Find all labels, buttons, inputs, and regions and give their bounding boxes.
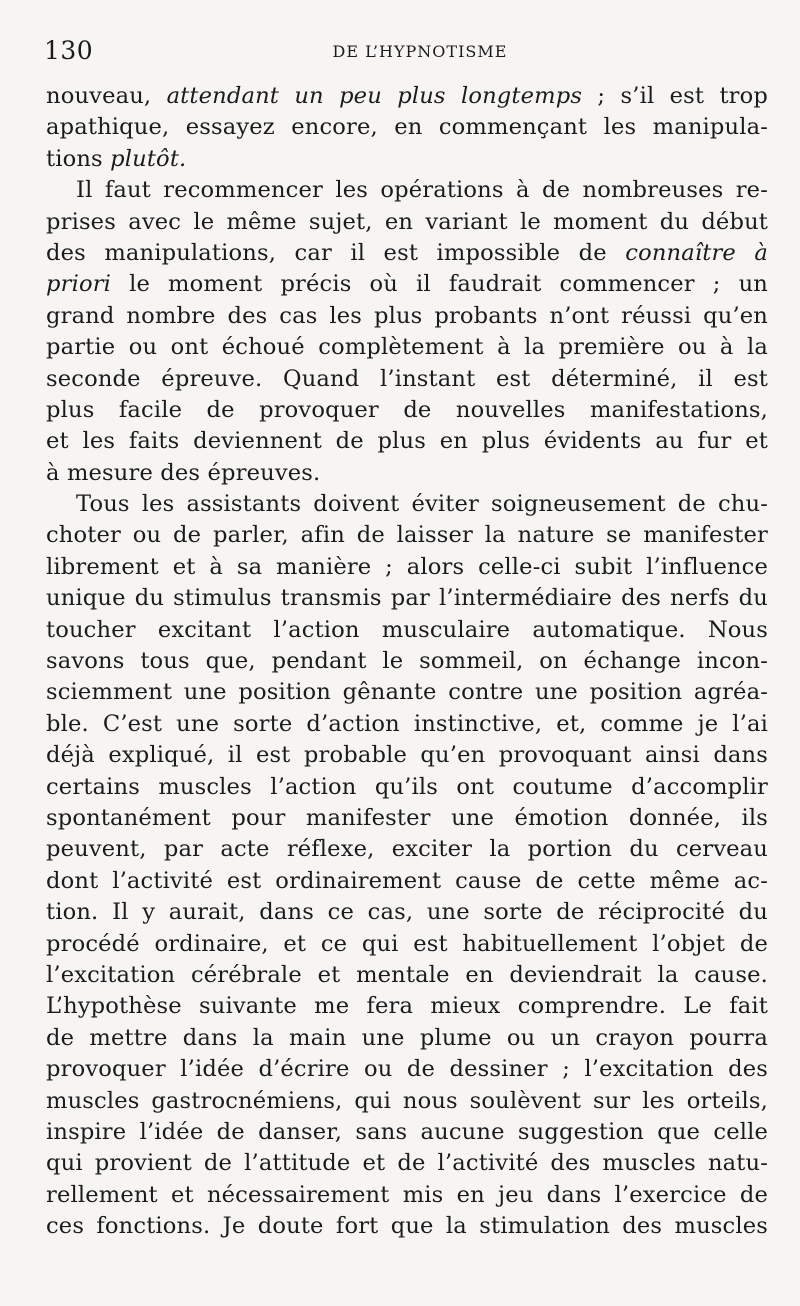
text-line bbox=[46, 364, 768, 395]
text-segment: l’excitation cérébrale et mentale en deviendrait la cause. bbox=[46, 961, 768, 988]
text-segment: apathique, essayez encore, en commençant les manipula- bbox=[46, 114, 768, 141]
running-title: DE L’HYPNOTISME bbox=[332, 42, 508, 61]
text-segment: ces fonctions. Je doute fort que la stimulation des muscles bbox=[46, 1213, 768, 1240]
page-number: 130 bbox=[44, 36, 94, 65]
text-segment: et les faits deviennent de plus en plus évidents au fur et bbox=[46, 428, 768, 455]
text-segment: le moment précis où il faudrait commencer ; un bbox=[111, 271, 768, 298]
text-line bbox=[46, 395, 768, 426]
text-line bbox=[46, 1086, 768, 1117]
text-line bbox=[46, 740, 768, 771]
text-segment: procédé ordinaire, et ce qui est habituellement l’objet de bbox=[46, 930, 768, 957]
text-segment: spontanément pour manifester une émotion donnée, ils bbox=[46, 804, 768, 831]
text-segment: provoquer l’idée d’écrire ou de dessiner ; l’excitation des bbox=[46, 1056, 768, 1083]
text-line bbox=[46, 269, 768, 300]
text-segment: toucher excitant l’action musculaire automatique. Nous bbox=[46, 616, 768, 643]
text-line bbox=[46, 866, 768, 897]
text-segment: nouveau, bbox=[46, 83, 167, 109]
italic-text: plutôt. bbox=[110, 145, 187, 172]
text-segment: partie ou ont échoué complètement à la première ou à la bbox=[46, 334, 768, 361]
text-segment: des manipulations, car il est impossible de bbox=[46, 239, 626, 266]
text-line bbox=[46, 834, 768, 865]
text-line bbox=[46, 583, 768, 614]
text-segment: de mettre dans la main une plume ou un crayon pourra bbox=[46, 1024, 768, 1051]
text-segment: peuvent, par acte réflexe, exciter la portion du cerveau bbox=[46, 836, 768, 863]
text-line bbox=[46, 112, 768, 143]
text-line bbox=[46, 991, 768, 1022]
text-segment: grand nombre des cas les plus probants n’ont réussi qu’en bbox=[46, 302, 768, 329]
text-segment: librement et à sa manière ; alors celle-ci subit l’influence bbox=[46, 553, 768, 580]
text-line bbox=[46, 332, 768, 363]
text-segment: seconde épreuve. Quand l’instant est déterminé, il est bbox=[46, 365, 768, 392]
text-segment: inspire l’idée de danser, sans aucune suggestion que celle bbox=[46, 1118, 768, 1145]
text-segment: tions bbox=[46, 145, 111, 172]
text-line bbox=[46, 709, 768, 740]
text-line bbox=[46, 426, 768, 457]
text-segment: déjà expliqué, il est probable qu’en provoquant ainsi dans bbox=[46, 742, 768, 769]
text-segment: qui provient de l’attitude et de l’activité des muscles natu- bbox=[46, 1150, 768, 1177]
text-line bbox=[46, 1148, 768, 1179]
text-line bbox=[46, 458, 768, 489]
text-line bbox=[46, 175, 768, 206]
text-segment: à mesure des épreuves. bbox=[46, 459, 321, 486]
text-line bbox=[46, 552, 768, 583]
text-segment: dont l’activité est ordinairement cause de cette même ac- bbox=[46, 867, 768, 894]
text-line bbox=[46, 1117, 768, 1148]
text-segment: plus facile de provoquer de nouvelles manifestations, bbox=[46, 396, 768, 423]
italic-text: priori bbox=[46, 271, 112, 298]
text-segment: muscles gastrocnémiens, qui nous soulèvent sur les orteils, bbox=[46, 1087, 768, 1114]
text-segment: rellement et nécessairement mis en jeu dans l’exercice de bbox=[46, 1181, 768, 1208]
text-line bbox=[46, 677, 768, 708]
text-line bbox=[46, 238, 768, 269]
text-segment: Il faut recommencer les opérations à de nombreuses re- bbox=[76, 177, 768, 204]
text-segment: unique du stimulus transmis par l’intermédiaire des nerfs du bbox=[46, 585, 768, 612]
text-line bbox=[46, 1054, 768, 1085]
text-line bbox=[46, 81, 768, 112]
text-line bbox=[46, 207, 768, 238]
text-line bbox=[46, 1180, 768, 1211]
text-segment: ; s’il est trop bbox=[582, 83, 768, 109]
text-line bbox=[46, 489, 768, 520]
text-segment: certains muscles l’action qu’ils ont coutume d’accomplir bbox=[46, 773, 768, 800]
text-line bbox=[46, 646, 768, 677]
text-line bbox=[46, 772, 768, 803]
text-line bbox=[46, 803, 768, 834]
text-segment: Tous les assistants doivent éviter soigneusement de chu- bbox=[76, 491, 768, 518]
text-line bbox=[46, 929, 768, 960]
text-line bbox=[46, 615, 768, 646]
text-segment: L’hypothèse suivante me fera mieux comprendre. Le fait bbox=[46, 993, 768, 1020]
text-line bbox=[46, 960, 768, 991]
text-segment: prises avec le même sujet, en variant le moment du début bbox=[46, 208, 768, 235]
body-text bbox=[46, 81, 768, 1242]
text-line bbox=[46, 1023, 768, 1054]
text-segment: tion. Il y aurait, dans ce cas, une sorte de réciprocité du bbox=[46, 899, 768, 926]
text-line bbox=[46, 1211, 768, 1242]
text-segment: sciemment une position gênante contre une position agréa- bbox=[46, 679, 768, 706]
page-header bbox=[44, 36, 756, 68]
text-line bbox=[46, 897, 768, 928]
text-segment: choter ou de parler, afin de laisser la nature se manifester bbox=[46, 522, 768, 549]
text-segment: savons tous que, pendant le sommeil, on échange incon- bbox=[46, 648, 768, 675]
text-line bbox=[46, 144, 768, 175]
italic-text: connaître à bbox=[625, 239, 769, 266]
text-segment: ble. C’est une sorte d’action instinctive, et, comme je l’ai bbox=[46, 710, 768, 737]
italic-text: attendant un peu plus longtemps bbox=[166, 83, 583, 109]
text-line bbox=[46, 301, 768, 332]
text-line bbox=[46, 520, 768, 551]
